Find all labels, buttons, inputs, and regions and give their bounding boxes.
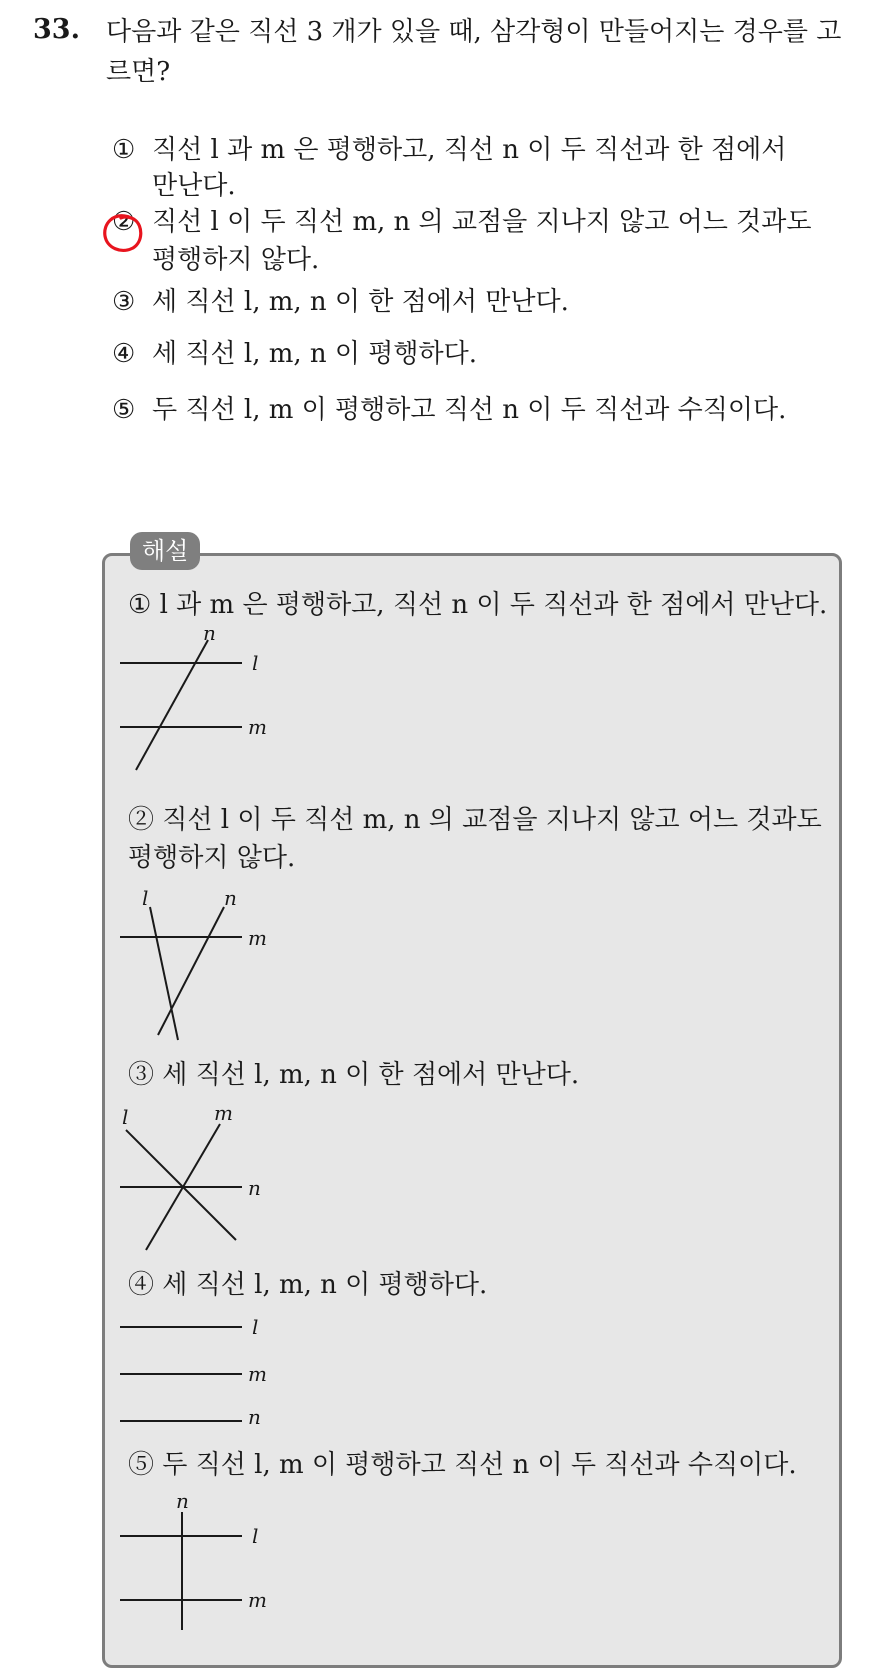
label-n: n [224, 886, 237, 910]
choice-text: 직선 l 과 m 은 평행하고, 직선 n 이 두 직선과 한 점에서 [152, 135, 787, 165]
choice-number: ④ [112, 339, 136, 369]
choice-1[interactable] [112, 130, 786, 170]
label-n: n [176, 1490, 189, 1513]
label-n: n [203, 630, 216, 645]
line-n [158, 907, 224, 1035]
choice-text: 직선 l 이 두 직선 m, n 의 교점을 지나지 않고 어느 것과도 [152, 207, 812, 237]
choice-5[interactable] [112, 390, 786, 430]
choice-3[interactable] [112, 282, 569, 322]
choice-4[interactable] [112, 334, 477, 374]
choice-text: 세 직선 l, m, n 이 평행하다. [152, 339, 478, 369]
choice-text: 세 직선 l, m, n 이 한 점에서 만난다. [152, 287, 569, 317]
answer-mark-icon [101, 212, 145, 254]
diagram-2 [120, 885, 300, 1050]
question-text: 다음과 같은 직선 3 개가 있을 때, 삼각형이 만들어지는 경우를 고르면? [106, 17, 842, 87]
choice-2-cont: 평행하지 않다. [152, 245, 320, 275]
choice-text: 두 직선 l, m 이 평행하고 직선 n 이 두 직선과 수직이다. [152, 395, 787, 425]
choice-1-cont: 만난다. [152, 171, 236, 201]
label-m: m [248, 1362, 267, 1386]
label-n: n [248, 1405, 261, 1425]
choice-number: ② [112, 207, 136, 237]
solution-item-1: ① l 과 m 은 평행하고, 직선 n 이 두 직선과 한 점에서 만난다. [128, 590, 828, 620]
diagram-4 [120, 1310, 300, 1425]
line-l [150, 907, 178, 1040]
choice-2[interactable] [112, 202, 811, 242]
question-number: 33. [33, 14, 80, 45]
solution-tab: 해설 [130, 532, 200, 570]
solution-item-2: ② 직선 l 이 두 직선 m, n 의 교점을 지나지 않고 어느 것과도 [128, 805, 822, 835]
solution-item-4: ④ 세 직선 l, m, n 이 평행하다. [128, 1270, 488, 1300]
diagram-3 [120, 1100, 300, 1265]
label-l: l [142, 886, 149, 910]
line-n [136, 640, 208, 770]
label-l: l [252, 1524, 259, 1548]
label-l: l [252, 651, 259, 675]
label-n: n [248, 1176, 261, 1200]
label-m: m [248, 1588, 267, 1612]
label-m: m [248, 926, 267, 950]
choice-number: ⑤ [112, 395, 136, 425]
choice-number: ③ [112, 287, 136, 317]
label-l: l [252, 1315, 259, 1339]
label-m: m [214, 1101, 233, 1125]
diagram-5 [120, 1490, 300, 1635]
choice-number: ① [112, 135, 136, 165]
solution-item-5: ⑤ 두 직선 l, m 이 평행하고 직선 n 이 두 직선과 수직이다. [128, 1450, 797, 1480]
label-l: l [122, 1105, 129, 1129]
line-l [126, 1130, 236, 1240]
solution-item-2-cont: 평행하지 않다. [128, 843, 296, 873]
label-m: m [248, 715, 267, 739]
diagram-1 [120, 630, 300, 780]
solution-item-3: ③ 세 직선 l, m, n 이 한 점에서 만난다. [128, 1060, 580, 1090]
